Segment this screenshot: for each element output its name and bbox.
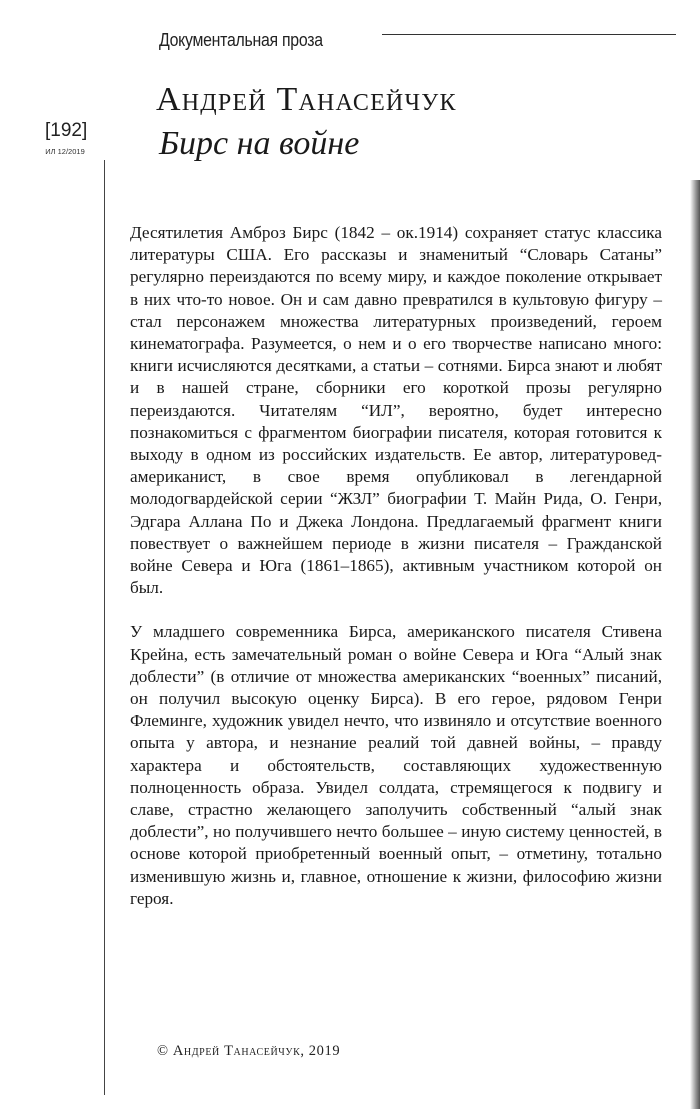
article-body: [130, 222, 662, 910]
issue-label: ИЛ 12/2019: [45, 147, 85, 156]
section-label: Документальная проза: [159, 30, 323, 50]
article-title: Бирс на войне: [159, 125, 360, 162]
section-rule: [382, 34, 676, 35]
margin-rule: [104, 160, 105, 1095]
paragraph-intro: Десятилетия Амброз Бирс (1842 – ок.1914) сохраняет статус классика литературы США. Его рассказы и знаменитый “Словарь Сатаны” регулярно переиздаются по всему миру, и каждое поколение открывает в них что-то новое. Он и сам давно превратился в культовую фигуру – стал персонажем множества литературных произведений, героем кинематографа. Разумеется, о нем и о его творчестве написано много: книги исчисляются десятками, а статьи – сотнями. Бирса знают и любят и в нашей стране, сборники его короткой прозы регулярно переиздаются. Читателям “ИЛ”, вероятно, будет интересно познакомиться с фрагментом биографии писателя, которая готовится к выходу в одном из российских издательств. Ее автор, литературовед-американист, в свое время опубликовал в легендарной молодогвардейской серии “ЖЗЛ” биографии Т. Майн Рида, О. Генри, Эдгара Аллана По и Джека Лондона. Предлагаемый фрагмент книги повествует о важнейшем периоде в жизни писателя – Гражданской войне Севера и Юга (1861–1865), активным участником которой он был.: [130, 223, 662, 598]
page-number: [192]: [45, 120, 88, 141]
copyright-notice: © Андрей Танасейчук, 2019: [157, 1043, 341, 1059]
paragraph-main: У младшего современника Бирса, американского писателя Стивена Крейна, есть замечательный роман о войне Севера и Юга “Алый знак доблести” (в отличие от множества американских “военных” писаний, он получил высокую оценку Бирса). В его герое, рядовом Генри Флеминге, художник увидел нечто, что извиняло и отсутствие военного опыта у автора, и незнание реалий той давней войны, – правду характера и обстоятельств, составляющих художественную полноценность образа. Увидел солдата, стремящегося к подвигу и славе, страстно желающего заполучить собственный “алый знак доблести”, но получившего нечто большее – иную систему ценностей, в основе которой приобретенный военный опыт, – отметину, тотально изменившую жизнь и, главное, отношение к жизни, философию жизни героя.: [130, 622, 662, 908]
page-edge-shadow: [690, 180, 700, 1109]
article-author: Андрей Танасейчук: [156, 81, 457, 118]
